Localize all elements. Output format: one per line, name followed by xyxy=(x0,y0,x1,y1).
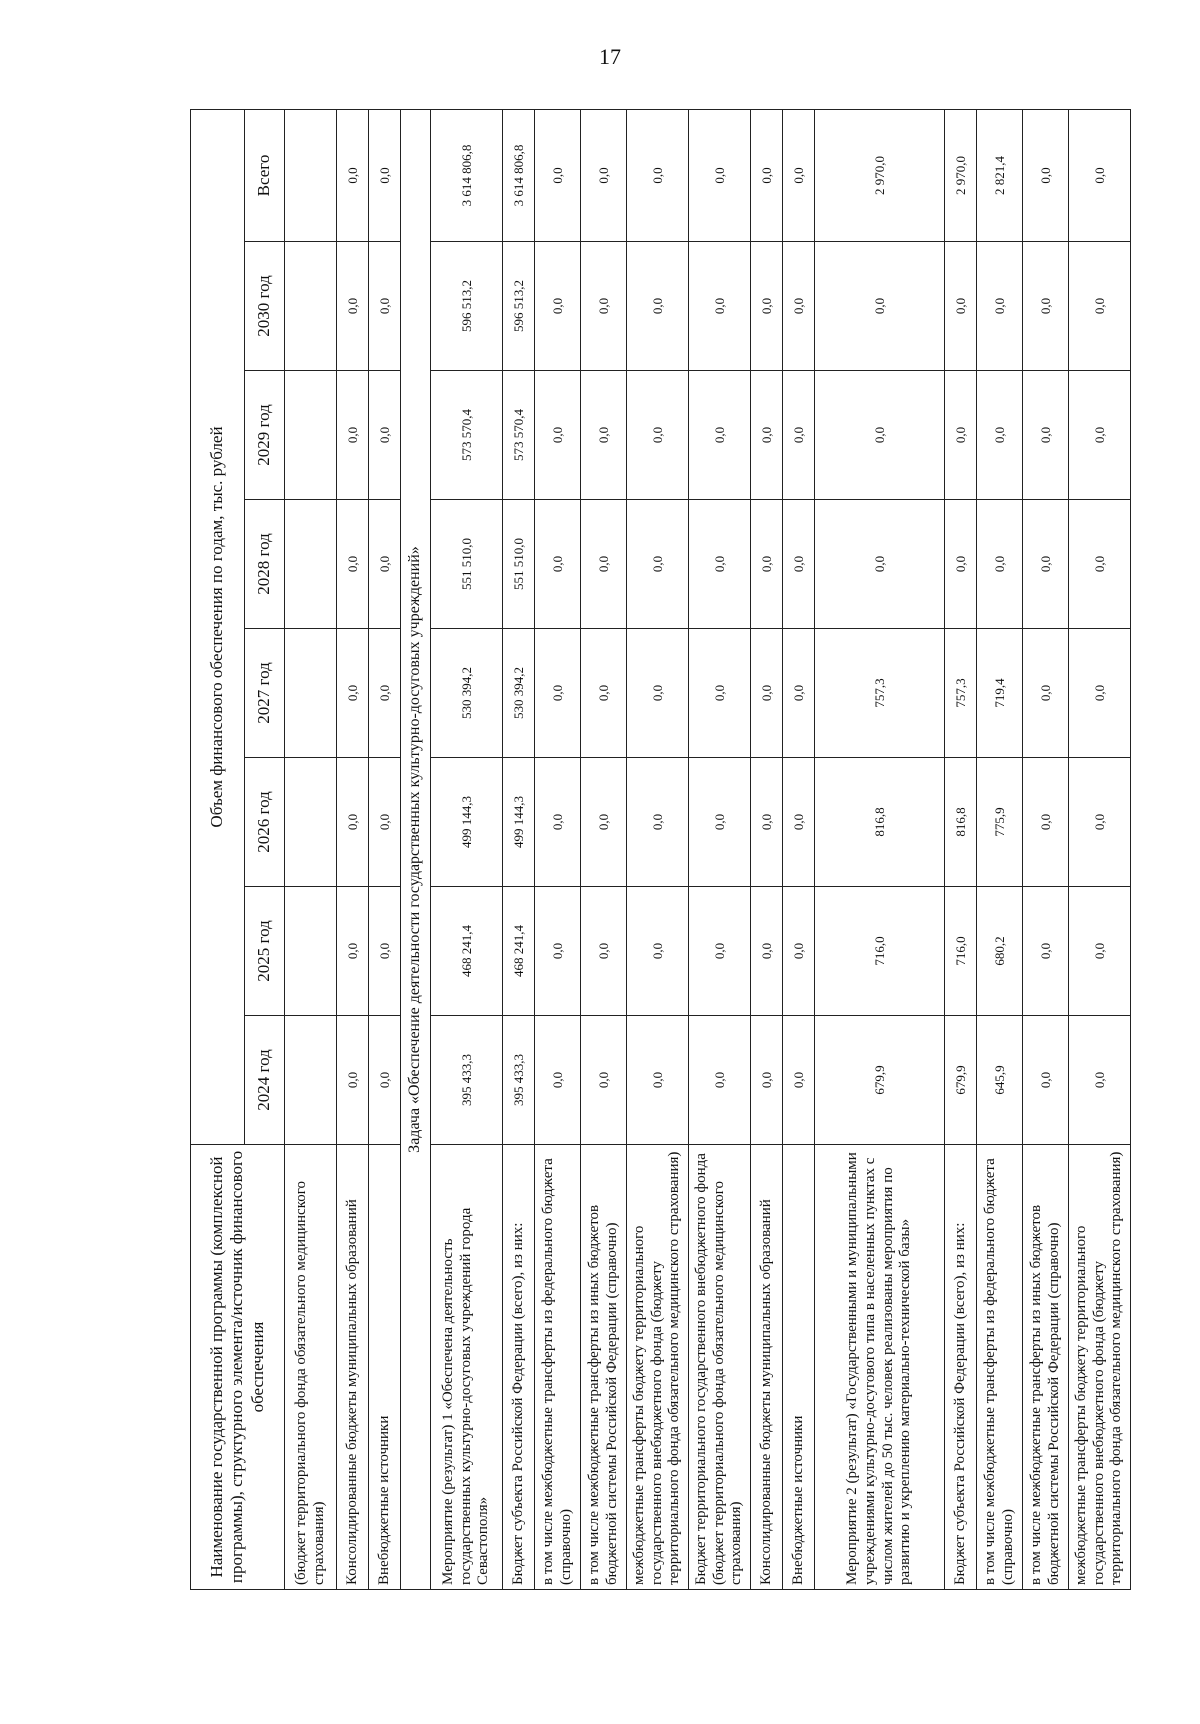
value-cell: 0,0 xyxy=(689,887,751,1016)
value-cell: 0,0 xyxy=(689,371,751,500)
value-cell: 0,0 xyxy=(1069,371,1131,500)
value-cell: 2 970,0 xyxy=(815,109,945,241)
value-cell: 0,0 xyxy=(627,371,689,500)
header-year-5: 2029 год xyxy=(245,371,285,500)
value-cell: 596 513,2 xyxy=(503,242,535,371)
page-number: 17 xyxy=(599,44,621,69)
value-cell: 0,0 xyxy=(751,1016,783,1145)
value-cell: 0,0 xyxy=(1069,887,1131,1016)
value-cell: 0,0 xyxy=(627,109,689,241)
header-year-3: 2027 год xyxy=(245,629,285,758)
value-cell: 679,9 xyxy=(815,1016,945,1145)
row-label: Мероприятие (результат) 1 «Обеспечена деятельность государственных культурно-досуговых учреждений города Севастополя» xyxy=(431,1145,503,1590)
value-cell: 468 241,4 xyxy=(503,887,535,1016)
value-cell: 816,8 xyxy=(945,758,977,887)
row-label: Внебюджетные источники xyxy=(783,1145,815,1590)
header-year-2: 2026 год xyxy=(245,758,285,887)
value-cell: 2 821,4 xyxy=(977,109,1023,241)
value-cell: 0,0 xyxy=(369,242,401,371)
value-cell: 0,0 xyxy=(1069,242,1131,371)
value-cell: 0,0 xyxy=(535,500,581,629)
value-cell xyxy=(285,887,337,1016)
value-cell: 0,0 xyxy=(627,242,689,371)
value-cell: 0,0 xyxy=(689,629,751,758)
value-cell: 3 614 806,8 xyxy=(431,109,503,241)
value-cell: 0,0 xyxy=(945,242,977,371)
value-cell: 530 394,2 xyxy=(431,629,503,758)
row-label: в том числе межбюджетные трансферты из иных бюджетов бюджетной системы Российской Федерации (справочно) xyxy=(581,1145,627,1590)
value-cell: 775,9 xyxy=(977,758,1023,887)
table-row xyxy=(535,109,581,1589)
value-cell: 645,9 xyxy=(977,1016,1023,1145)
value-cell: 757,3 xyxy=(945,629,977,758)
value-cell: 716,0 xyxy=(945,887,977,1016)
row-label: межбюджетные трансферты бюджету территориального государственного внебюджетного фонда (бюджету территориального фонда обязательного медицинского страхования) xyxy=(1069,1145,1131,1590)
value-cell: 0,0 xyxy=(337,887,369,1016)
value-cell: 0,0 xyxy=(369,109,401,241)
value-cell: 0,0 xyxy=(337,758,369,887)
value-cell: 716,0 xyxy=(815,887,945,1016)
value-cell: 0,0 xyxy=(581,500,627,629)
row-label: в том числе межбюджетные трансферты из иных бюджетов бюджетной системы Российской Федерации (справочно) xyxy=(1023,1145,1069,1590)
row-label: в том числе межбюджетные трансферты из федерального бюджета (справочно) xyxy=(535,1145,581,1590)
value-cell: 0,0 xyxy=(977,371,1023,500)
value-cell: 0,0 xyxy=(689,1016,751,1145)
value-cell: 2 970,0 xyxy=(945,109,977,241)
value-cell xyxy=(285,629,337,758)
value-cell xyxy=(285,242,337,371)
value-cell xyxy=(285,109,337,241)
value-cell: 499 144,3 xyxy=(503,758,535,887)
table-row xyxy=(945,109,977,1589)
row-label: (бюджет территориального фонда обязательного медицинского страхования) xyxy=(285,1145,337,1590)
value-cell: 0,0 xyxy=(1023,500,1069,629)
value-cell xyxy=(285,1016,337,1145)
value-cell: 0,0 xyxy=(751,758,783,887)
value-cell: 0,0 xyxy=(783,1016,815,1145)
value-cell: 0,0 xyxy=(535,1016,581,1145)
row-label: Мероприятие 2 (результат) «Государственными и муниципальными учреждениями культурно-досугового типа в населенных пунктах с числом жителей до 50 тыс. человек реализованы мероприятия по развитию и укреплению материально-технической базы» xyxy=(815,1145,945,1590)
value-cell: 0,0 xyxy=(751,109,783,241)
header-year-0: 2024 год xyxy=(245,1016,285,1145)
value-cell: 0,0 xyxy=(581,371,627,500)
value-cell: 0,0 xyxy=(977,242,1023,371)
value-cell: 395 433,3 xyxy=(503,1016,535,1145)
value-cell: 0,0 xyxy=(1069,1016,1131,1145)
value-cell: 0,0 xyxy=(627,887,689,1016)
row-label: Бюджет субъекта Российской Федерации (всего), из них: xyxy=(503,1145,535,1590)
value-cell: 0,0 xyxy=(627,758,689,887)
value-cell: 679,9 xyxy=(945,1016,977,1145)
table-row xyxy=(751,109,783,1589)
value-cell: 596 513,2 xyxy=(431,242,503,371)
value-cell: 0,0 xyxy=(689,500,751,629)
row-label: в том числе межбюджетные трансферты из федерального бюджета (справочно) xyxy=(977,1145,1023,1590)
value-cell: 0,0 xyxy=(1023,242,1069,371)
rotated-table-wrapper xyxy=(190,110,1125,1590)
header-volume-title: Объем финансового обеспечения по годам, тыс. рублей xyxy=(191,109,245,1144)
value-cell: 573 570,4 xyxy=(431,371,503,500)
value-cell: 0,0 xyxy=(689,109,751,241)
value-cell: 499 144,3 xyxy=(431,758,503,887)
value-cell: 0,0 xyxy=(945,500,977,629)
value-cell: 0,0 xyxy=(1023,109,1069,241)
value-cell: 0,0 xyxy=(689,758,751,887)
value-cell: 0,0 xyxy=(783,887,815,1016)
table-row xyxy=(285,109,337,1589)
value-cell: 530 394,2 xyxy=(503,629,535,758)
value-cell: 0,0 xyxy=(1069,629,1131,758)
table-row xyxy=(783,109,815,1589)
header-year-7: Всего xyxy=(245,109,285,241)
value-cell: 0,0 xyxy=(977,500,1023,629)
value-cell: 468 241,4 xyxy=(431,887,503,1016)
value-cell: 573 570,4 xyxy=(503,371,535,500)
value-cell xyxy=(285,758,337,887)
header-year-6: 2030 год xyxy=(245,242,285,371)
financing-table xyxy=(190,109,1131,1590)
value-cell: 0,0 xyxy=(337,109,369,241)
value-cell: 0,0 xyxy=(627,1016,689,1145)
value-cell: 0,0 xyxy=(1023,887,1069,1016)
value-cell: 0,0 xyxy=(783,629,815,758)
value-cell: 0,0 xyxy=(581,758,627,887)
value-cell: 816,8 xyxy=(815,758,945,887)
value-cell: 0,0 xyxy=(369,371,401,500)
value-cell: 551 510,0 xyxy=(431,500,503,629)
value-cell: 0,0 xyxy=(369,500,401,629)
value-cell: 0,0 xyxy=(535,371,581,500)
value-cell: 0,0 xyxy=(337,242,369,371)
table-row xyxy=(581,109,627,1589)
value-cell: 551 510,0 xyxy=(503,500,535,629)
value-cell: 0,0 xyxy=(535,629,581,758)
table-row xyxy=(1023,109,1069,1589)
value-cell: 0,0 xyxy=(337,629,369,758)
row-label: Консолидированные бюджеты муниципальных образований xyxy=(751,1145,783,1590)
value-cell: 0,0 xyxy=(337,371,369,500)
header-year-1: 2025 год xyxy=(245,887,285,1016)
value-cell: 719,4 xyxy=(977,629,1023,758)
value-cell: 0,0 xyxy=(783,242,815,371)
value-cell: 0,0 xyxy=(581,887,627,1016)
table-row xyxy=(815,109,945,1589)
value-cell: 0,0 xyxy=(751,242,783,371)
value-cell: 0,0 xyxy=(815,242,945,371)
value-cell: 0,0 xyxy=(535,242,581,371)
table-row xyxy=(977,109,1023,1589)
value-cell: 0,0 xyxy=(369,758,401,887)
header-year-4: 2028 год xyxy=(245,500,285,629)
value-cell: 0,0 xyxy=(815,500,945,629)
table-row xyxy=(431,109,503,1589)
value-cell: 0,0 xyxy=(1069,758,1131,887)
value-cell: 0,0 xyxy=(369,887,401,1016)
value-cell: 0,0 xyxy=(337,500,369,629)
value-cell: 0,0 xyxy=(751,629,783,758)
value-cell: 0,0 xyxy=(369,629,401,758)
value-cell: 0,0 xyxy=(783,758,815,887)
value-cell: 0,0 xyxy=(783,500,815,629)
value-cell: 0,0 xyxy=(337,1016,369,1145)
value-cell: 0,0 xyxy=(581,242,627,371)
value-cell: 0,0 xyxy=(1069,109,1131,241)
value-cell: 0,0 xyxy=(627,629,689,758)
value-cell xyxy=(285,500,337,629)
table-row xyxy=(503,109,535,1589)
value-cell: 0,0 xyxy=(627,500,689,629)
value-cell: 680,2 xyxy=(977,887,1023,1016)
value-cell: 0,0 xyxy=(783,109,815,241)
value-cell: 3 614 806,8 xyxy=(503,109,535,241)
row-label: Бюджет территориального государственного внебюджетного фонда (бюджет территориального фонда обязательного медицинского страхования) xyxy=(689,1145,751,1590)
row-label: Консолидированные бюджеты муниципальных образований xyxy=(337,1145,369,1590)
value-cell: 0,0 xyxy=(751,371,783,500)
value-cell: 0,0 xyxy=(751,887,783,1016)
value-cell: 0,0 xyxy=(581,629,627,758)
value-cell: 0,0 xyxy=(535,758,581,887)
value-cell: 0,0 xyxy=(535,887,581,1016)
table-row xyxy=(337,109,369,1589)
value-cell: 0,0 xyxy=(1023,758,1069,887)
task-row xyxy=(401,109,431,1589)
value-cell: 0,0 xyxy=(751,500,783,629)
value-cell: 0,0 xyxy=(1069,500,1131,629)
value-cell: 0,0 xyxy=(535,109,581,241)
value-cell: 757,3 xyxy=(815,629,945,758)
value-cell: 0,0 xyxy=(581,109,627,241)
header-name-column: Наименование государственной программы (комплексной программы), структурного элемента/источник финансового обеспечения xyxy=(191,1145,285,1590)
value-cell: 0,0 xyxy=(1023,371,1069,500)
table-row xyxy=(689,109,751,1589)
value-cell: 0,0 xyxy=(945,371,977,500)
value-cell: 0,0 xyxy=(369,1016,401,1145)
value-cell: 0,0 xyxy=(1023,629,1069,758)
row-label: Внебюджетные источники xyxy=(369,1145,401,1590)
task-label: Задача «Обеспечение деятельности государственных культурно-досуговых учреждений» xyxy=(401,109,431,1589)
row-label: межбюджетные трансферты бюджету территориального государственного внебюджетного фонда (бюджету территориального фонда обязательного медицинского страхования) xyxy=(627,1145,689,1590)
table-row xyxy=(627,109,689,1589)
value-cell: 0,0 xyxy=(783,371,815,500)
value-cell: 0,0 xyxy=(1023,1016,1069,1145)
table-row xyxy=(369,109,401,1589)
row-label: Бюджет субъекта Российской Федерации (всего), из них: xyxy=(945,1145,977,1590)
table-row xyxy=(1069,109,1131,1589)
value-cell: 395 433,3 xyxy=(431,1016,503,1145)
value-cell: 0,0 xyxy=(815,371,945,500)
value-cell: 0,0 xyxy=(581,1016,627,1145)
value-cell: 0,0 xyxy=(689,242,751,371)
value-cell xyxy=(285,371,337,500)
